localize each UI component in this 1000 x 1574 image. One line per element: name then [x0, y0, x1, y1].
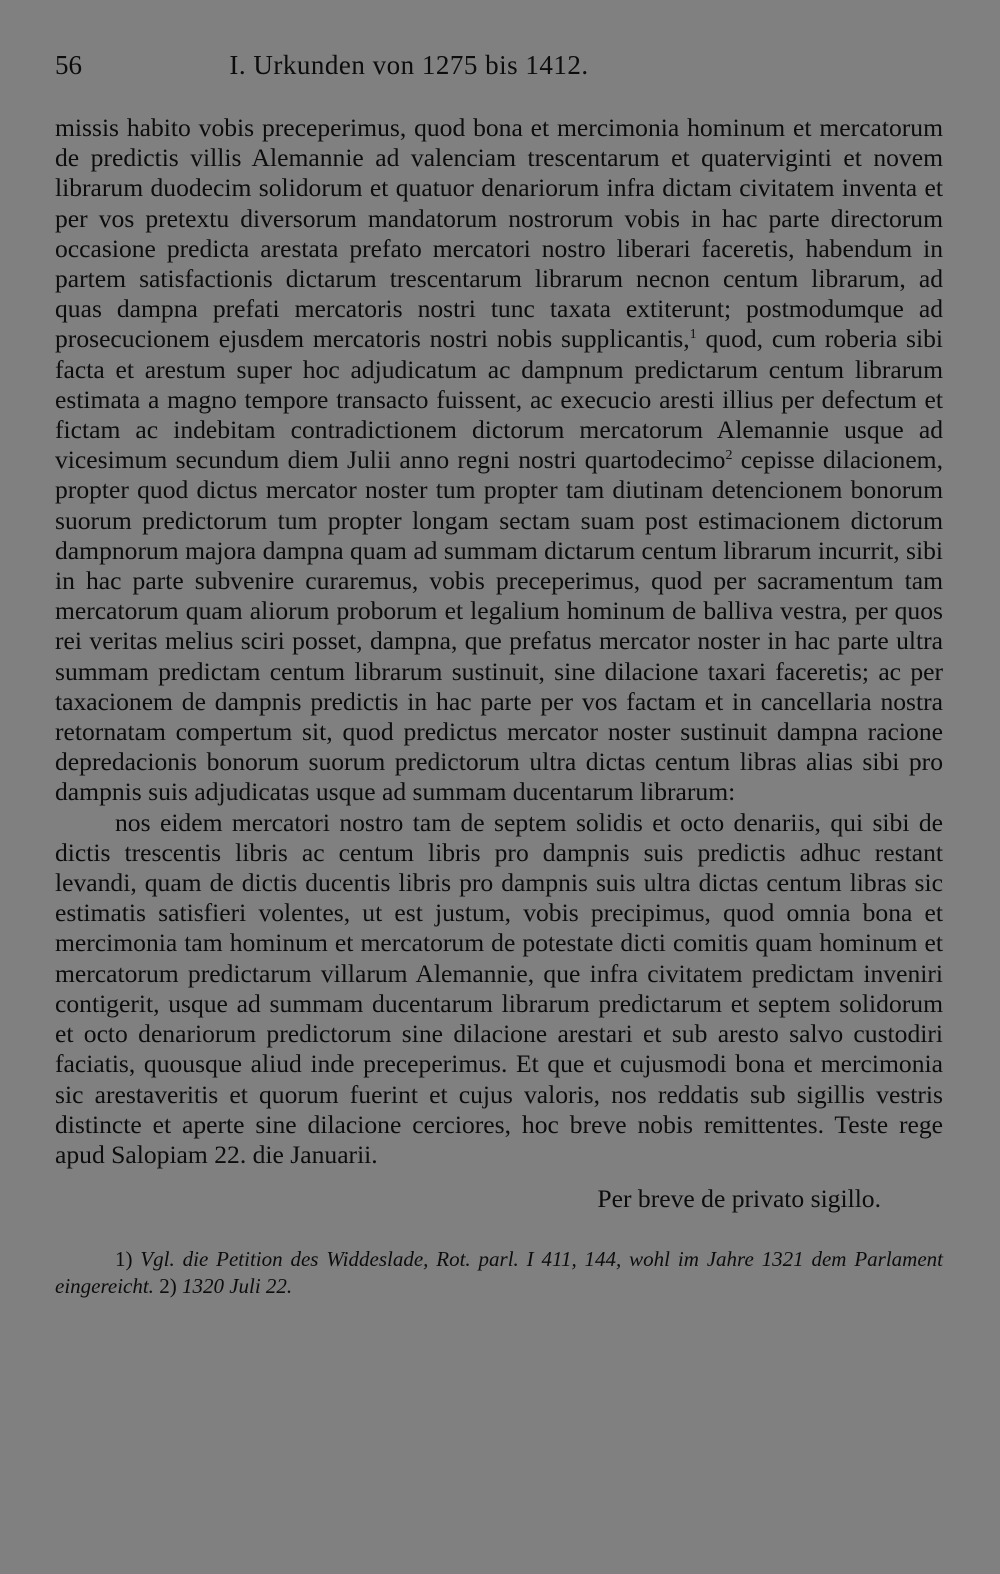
footnote-marker-1: 1	[689, 327, 697, 343]
paragraph-1-part-1: missis habito vobis preceperimus, quod bona et mercimonia hominum et mercatorum de predictis villis Alemannie ad valenciam trescentarum et quaterviginti et novem librarum duodecim solidorum et quatuor denariorum infra dictam civitatem inventa et per vos pretextu diversorum mandatorum nostrorum vobis in hac parte directorum occasione predicta arestata prefato mercatori nostro liberari faceretis, habendum in partem satisfactionis dictarum trescentarum librarum necnon centum librarum, ad quas dampna prefati mercatoris nostri tunc taxata extiterunt; postmodumque ad prosecucionem ejusdem mercatoris nostri nobis supplicantis,	[55, 113, 943, 354]
paragraph-1-part-2: quod, cum roberia sibi facta et arestum super hoc adjudicatum ac dampnum predictarum centum librarum estimata a magno tempore transacto fuissent, ac execucio aresti illius per defectum et fictam ac indebitam contradictionem dictorum mercatorum Alemannie usque ad vicesimum secundum diem Julii anno regni nostri quartodecimo	[55, 324, 943, 475]
document-body	[55, 113, 943, 1170]
paragraph-2: nos eidem mercatori nostro tam de septem solidis et octo denariis, qui sibi de dictis trescentis libris ac centum libris pro dampnis suis predictis adhuc restant levandi, quam de dictis ducentis libris pro dampnis suis ultra dictas centum libras sic estimatis satisfieri volentes, ut est justum, vobis precipimus, quod omnia bona et mercimonia tam hominum et mercatorum de potestate dicti comitis quam hominum et mercatorum predictarum villarum Alemannie, que infra civitatem predictam inveniri contigerit, usque ad summam ducentarum librarum predictarum et septem solidorum et octo denariorum predictorum sine dilacione arestari et sub aresto salvo custodiri faciatis, quousque aliud inde preceperimus. Et que et cujusmodi bona et mercimonia sic arestaveritis et quorum fuerint et cujus valoris, nos reddatis sub sigillis vestris distincte et aperte sine dilacione cerciores, hoc breve nobis remittentes. Teste rege apud Salopiam 22. die Januarii.	[55, 807, 943, 1169]
footnote-1-text: Vgl. die Petition des Widdeslade, Rot. parl. I 411, 144, wohl im Jahre 1321 dem Parlament eingereicht.	[55, 1247, 943, 1299]
footnote-1-number: 1)	[115, 1247, 133, 1272]
paragraph-1	[55, 113, 943, 808]
running-title: I. Urkunden von 1275 bis 1412.	[229, 50, 589, 80]
page-number: 56	[55, 50, 82, 80]
closing-formula: Per breve de privato sigillo.	[597, 1184, 881, 1214]
footnote-2-number: 2)	[159, 1274, 177, 1299]
footnote-marker-2: 2	[725, 448, 733, 464]
footnote-2-text: 1320 Juli 22.	[181, 1274, 293, 1299]
paragraph-1-part-3: cepisse dilacionem, propter quod dictus mercator noster tum propter tam diutinam detencionem bonorum suorum predictorum tum propter longam sectam suam post estimacionem dictorum dampnorum majora dampna quam ad summam dictarum centum librarum incurrit, sibi in hac parte subvenire curaremus, vobis preceperimus, quod per sacramentum tam mercatorum quam aliorum proborum et legalium hominum de balliva vestra, per quos rei veritas melius sciri posset, dampna, que prefatus mercator noster in hac parte ultra summam predictam centum librarum sustinuit, sine dilacione taxari faceretis; ac per taxacionem de dampnis predictis in hac parte per vos factam et in cancellaria nostra retornatam compertum sit, quod predictus mercator noster sustinuit dampna racione depredacionis bonorum suorum predictorum ultra dictas centum libras alias sibi pro dampnis suis adjudicatas usque ad summam ducentarum librarum:	[55, 445, 943, 807]
book-page	[55, 50, 943, 1300]
footnotes	[55, 1246, 943, 1300]
page-header	[55, 50, 943, 90]
